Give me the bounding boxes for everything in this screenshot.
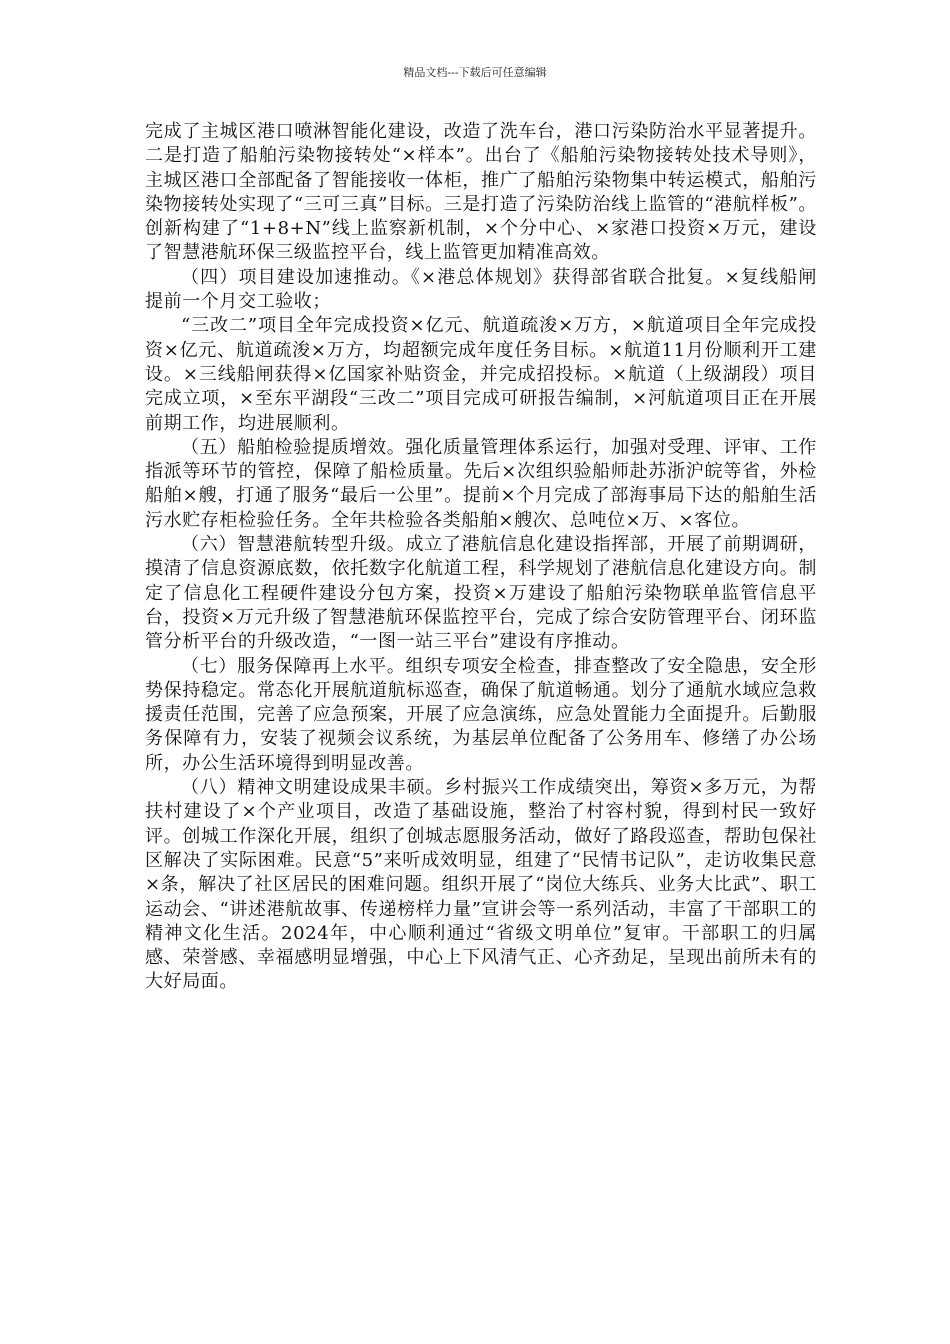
- paragraph-section-5: （五）船舶检验提质增效。强化质量管理体系运行，加强对受理、评审、工作指派等环节的管控，保障了船检质量。先后×次组织验船师赴苏浙沪皖等省，外检船舶×艘，打通了服务“最后一公里”。提前×个月完成了部海事局下达的船舶生活污水贮存柜检验任务。全年共检验各类船舶×艘次、总吨位×万、×客位。: [145, 436, 817, 531]
- paragraph-section-4: （四）项目建设加速推动。《×港总体规划》获得部省联合批复。×复线船闸提前一个月交工验收；: [145, 266, 817, 313]
- page-header: 精品文档---下载后可任意编辑: [403, 66, 547, 79]
- paragraph-section-8: （八）精神文明建设成果丰硕。乡村振兴工作成绩突出，筹资×多万元，为帮扶村建设了×个产业项目，改造了基础设施，整治了村容村貌，得到村民一致好评。创城工作深化开展，组织了创城志愿服务活动，做好了路段巡查，帮助包保社区解决了实际困难。民意“5”来听成效明显，组建了“民情书记队”，走访收集民意×条，解决了社区居民的困难问题。组织开展了“岗位大练兵、业务大比武”、职工运动会、“讲述港航故事、传递榜样力量”宣讲会等一系列活动，丰富了干部职工的精神文化生活。2024年，中心顺利通过“省级文明单位”复审。干部职工的归属感、荣誉感、幸福感明显增强，中心上下风清气正、心齐劲足，呈现出前所未有的大好局面。: [145, 777, 817, 993]
- paragraph-continuation: 完成了主城区港口喷淋智能化建设，改造了洗车台，港口污染防治水平显著提升。二是打造了船舶污染物接转处“×样本”。出台了《船舶污染物接转处技术导则》，主城区港口全部配备了智能接收一体柜，推广了船舶污染物集中转运模式，船舶污染物接转处实现了“三可三真”目标。三是打造了污染防治线上监管的“港航样板”。创新构建了“1+8+N”线上监察新机制，×个分中心、×家港口投资×万元，建设了智慧港航环保三级监控平台，线上监管更加精准高效。: [145, 121, 817, 264]
- paragraph-section-6: （六）智慧港航转型升级。成立了港航信息化建设指挥部，开展了前期调研，摸清了信息资源底数，依托数字化航道工程，科学规划了港航信息化建设方向。制定了信息化工程硬件建设分包方案，投资×万建设了船舶污染物联单监管信息平台，投资×万元升级了智慧港航环保监控平台，完成了综合安防管理平台、闭环监管分析平台的升级改造，“一图一站三平台”建设有序推动。: [145, 534, 817, 653]
- paragraph-project-investment: “三改二”项目全年完成投资×亿元、航道疏浚×万方，×航道项目全年完成投资×亿元、航道疏浚×万方，均超额完成年度任务目标。×航道11月份顺利开工建设。×三线船闸获得×亿国家补贴资金，并完成招投标。×航道（上级湖段）项目完成立项，×至东平湖段“三改二”项目完成可研报告编制，×河航道项目正在开展前期工作，均进展顺利。: [145, 315, 817, 434]
- paragraph-section-7: （七）服务保障再上水平。组织专项安全检查，排查整改了安全隐患，安全形势保持稳定。常态化开展航道航标巡查，确保了航道畅通。划分了通航水域应急救援责任范围，完善了应急预案，开展了应急演练，应急处置能力全面提升。后勤服务保障有力，安装了视频会议系统，为基层单位配备了公务用车、修缮了办公场所，办公生活环境得到明显改善。: [145, 655, 817, 774]
- document-body: [145, 120, 817, 995]
